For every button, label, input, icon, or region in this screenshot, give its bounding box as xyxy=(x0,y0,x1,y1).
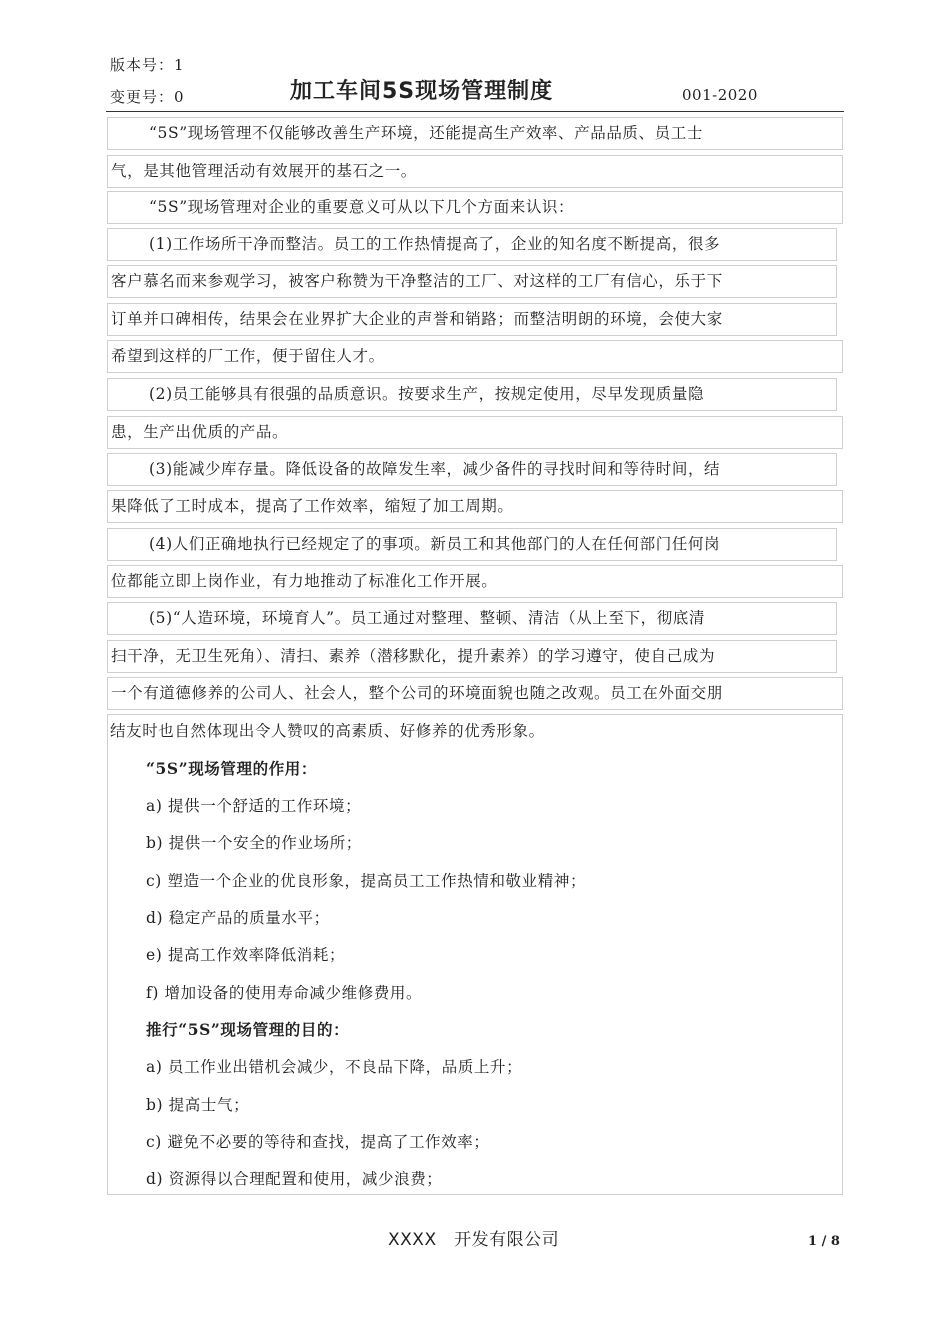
page-number: 1 / 8 xyxy=(808,1234,840,1249)
change-number: 变更号：0 xyxy=(110,88,185,106)
paragraph-line: 一个有道德修养的公司人、社会人，整个公司的环境面貌也随之改观。员工在外面交朋 xyxy=(107,677,843,710)
list-item: f) 增加设备的使用寿命减少维修费用。 xyxy=(146,984,423,1002)
paragraph-line: 果降低了工时成本，提高了工作效率，缩短了加工周期。 xyxy=(107,490,843,523)
paragraph-line: (5)“人造环境，环境育人”。员工通过对整理、整顿、清洁（从上至下，彻底清 xyxy=(107,602,837,635)
list-item: d) 资源得以合理配置和使用，减少浪费； xyxy=(146,1170,443,1188)
list-item: c) 避免不必要的等待和查找，提高了工作效率； xyxy=(146,1133,490,1151)
paragraph-line: 位都能立即上岗作业，有力地推动了标准化工作开展。 xyxy=(107,565,843,598)
list-item: c) 塑造一个企业的优良形象，提高员工工作热情和敬业精神； xyxy=(146,872,587,890)
paragraph-line: 订单并口碑相传，结果会在业界扩大企业的声誉和销路；而整洁明朗的环境，会使大家 xyxy=(107,303,837,336)
document-title: 加工车间5S现场管理制度 xyxy=(290,79,554,104)
paragraph-line: “5S”现场管理对企业的重要意义可从以下几个方面来认识： xyxy=(107,191,843,224)
paragraph-line: (2)员工能够具有很强的品质意识。按要求生产，按规定使用，尽早发现质量隐 xyxy=(107,378,837,411)
list-item: a) 提供一个舒适的工作环境； xyxy=(146,797,362,815)
footer-company: XXXX 开发有限公司 xyxy=(388,1230,560,1250)
list-item: d) 稳定产品的质量水平； xyxy=(146,909,330,927)
paragraph-line: 结友时也自然体现出令人赞叹的高素质、好修养的优秀形象。 xyxy=(110,722,545,740)
paragraph-line: (3)能减少库存量。降低设备的故障发生率，减少备件的寻找时间和等待时间，结 xyxy=(107,453,837,486)
paragraph-line: 气，是其他管理活动有效展开的基石之一。 xyxy=(107,155,843,188)
list-item: a) 员工作业出错机会减少，不良品下降，品质上升； xyxy=(146,1058,523,1076)
paragraph-line: 患，生产出优质的产品。 xyxy=(107,416,843,449)
paragraph-line: “5S”现场管理不仅能够改善生产环境，还能提高生产效率、产品品质、员工士 xyxy=(107,117,843,150)
list-item: b) 提供一个安全的作业场所； xyxy=(146,834,362,852)
version-number: 版本号：1 xyxy=(110,56,185,74)
section-heading-functions: “5S”现场管理的作用： xyxy=(146,759,318,778)
list-item: e) 提高工作效率降低消耗； xyxy=(146,946,346,964)
section-heading-purposes: 推行“5S”现场管理的目的： xyxy=(146,1020,350,1039)
list-item: b) 提高士气； xyxy=(146,1096,250,1114)
header-divider xyxy=(106,111,844,112)
paragraph-line: (1)工作场所干净而整洁。员工的工作热情提高了，企业的知名度不断提高，很多 xyxy=(107,228,837,261)
paragraph-line: 客户慕名而来参观学习，被客户称赞为干净整洁的工厂、对这样的工厂有信心，乐于下 xyxy=(107,265,837,298)
document-code: 001-2020 xyxy=(682,86,758,104)
paragraph-line: 扫干净，无卫生死角）、清扫、素养（潜移默化，提升素养）的学习遵守，使自己成为 xyxy=(107,640,837,673)
paragraph-line: (4)人们正确地执行已经规定了的事项。新员工和其他部门的人在任何部门任何岗 xyxy=(107,528,837,561)
paragraph-line: 希望到这样的厂工作，便于留住人才。 xyxy=(107,340,843,373)
